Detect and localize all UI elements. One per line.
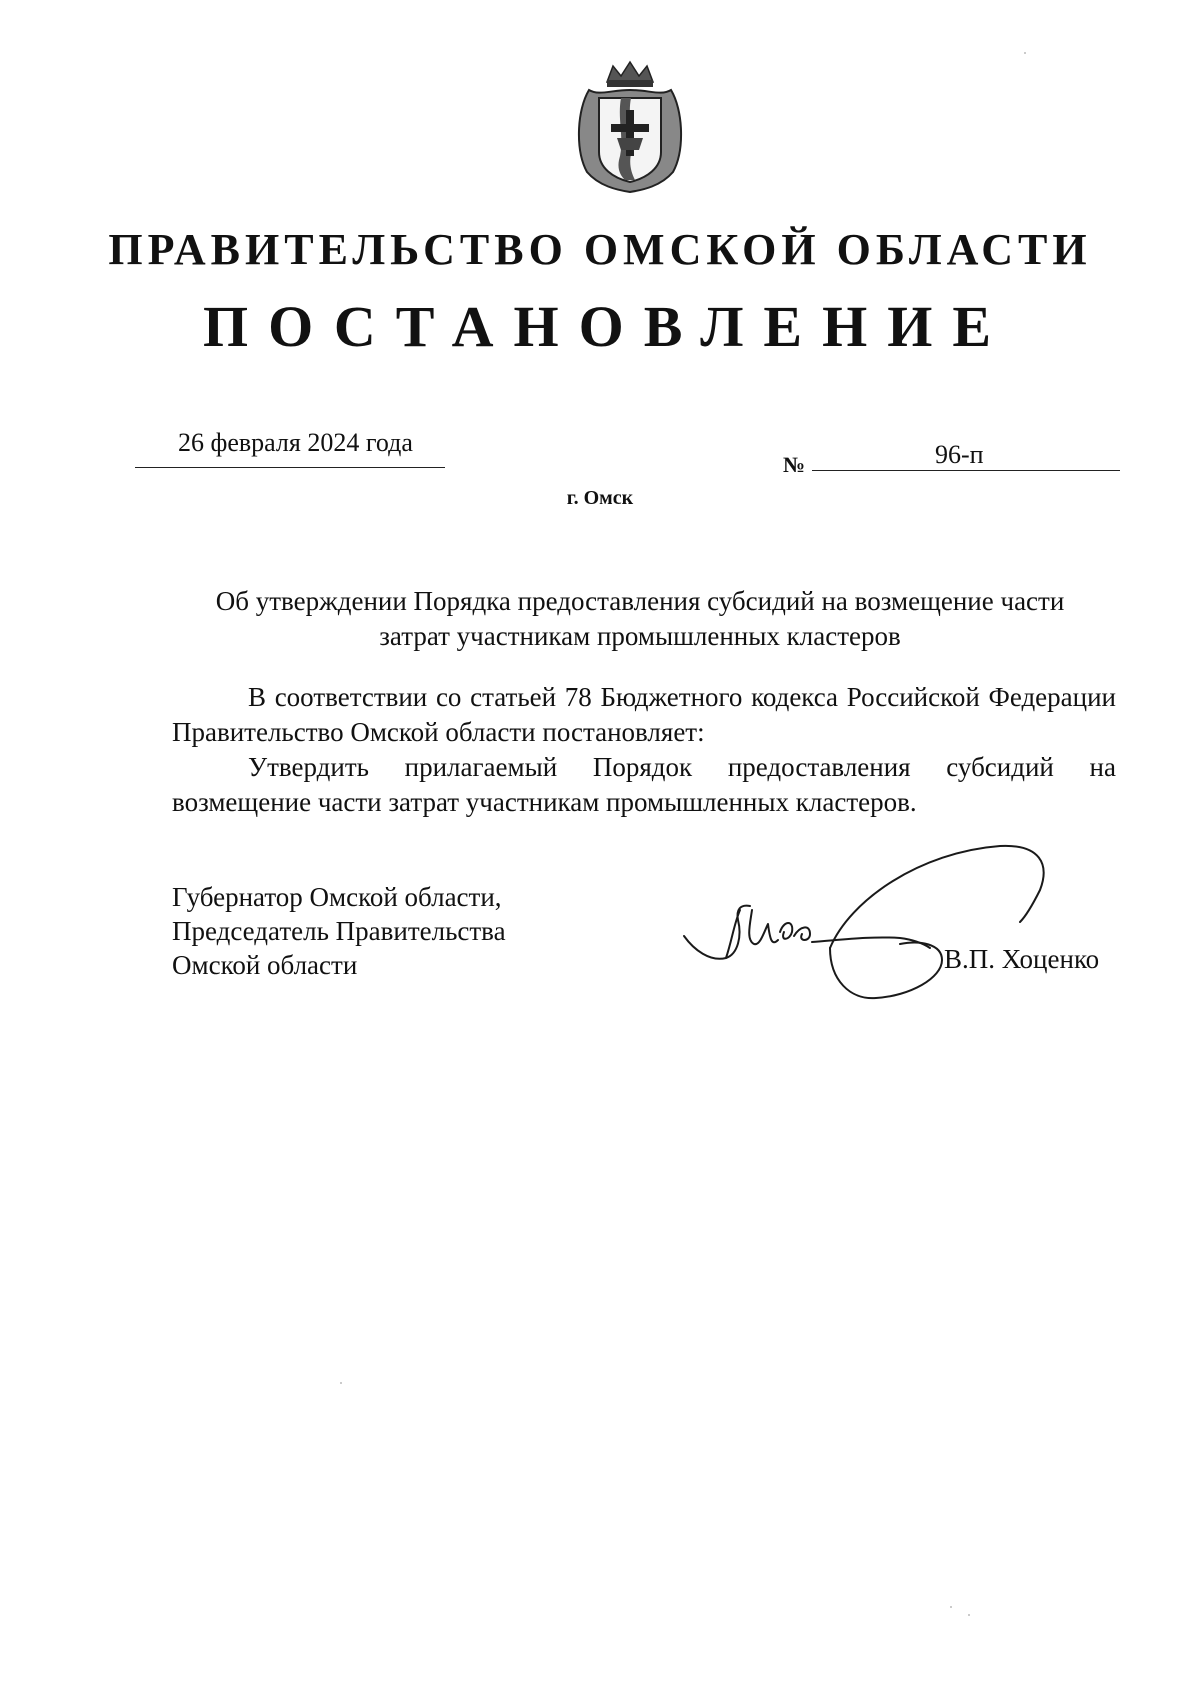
scan-speck [340,1382,342,1384]
number-underline [812,470,1120,471]
date-underline [135,467,445,468]
signatory-title [172,880,506,982]
scan-speck [950,1606,952,1608]
body-paragraph-2 [172,750,1116,820]
body-paragraph-2-text: Утвердить прилагаемый Порядок предоставления субсидий на возмещение части затрат участникам промышленных кластеров. [172,752,1116,817]
document-number: 96-п [935,440,984,469]
scan-speck [968,1614,970,1616]
handwritten-signature-icon [680,840,1080,1020]
city-label: г. Омск [566,487,634,509]
scan-speck [1024,52,1026,54]
body-paragraph-1 [172,680,1116,750]
signatory-title-line-2: Председатель Правительства [172,916,506,946]
document-type-title: ПОСТАНОВЛЕНИЕ [202,294,1012,359]
coat-of-arms-icon [569,60,691,194]
subject-line-1: Об утверждении Порядка предоставления субсидий на возмещение части [215,586,1065,616]
organization-title: ПРАВИТЕЛЬСТВО ОМСКОЙ ОБЛАСТИ [108,225,1092,274]
number-sign: № [783,452,806,477]
signatory-title-line-1: Губернатор Омской области, [172,882,502,912]
subject-line-2: затрат участникам промышленных кластеров [379,621,901,651]
document-subject [170,584,1110,654]
body-paragraph-1-text: В соответствии со статьей 78 Бюджетного кодекса Российской Федерации Правительство Омской области постановляет: [172,682,1116,747]
document-date: 26 февраля 2024 года [178,428,413,457]
signatory-name: В.П. Хоценко [944,944,1100,974]
signatory-title-line-3: Омской области [172,950,358,980]
